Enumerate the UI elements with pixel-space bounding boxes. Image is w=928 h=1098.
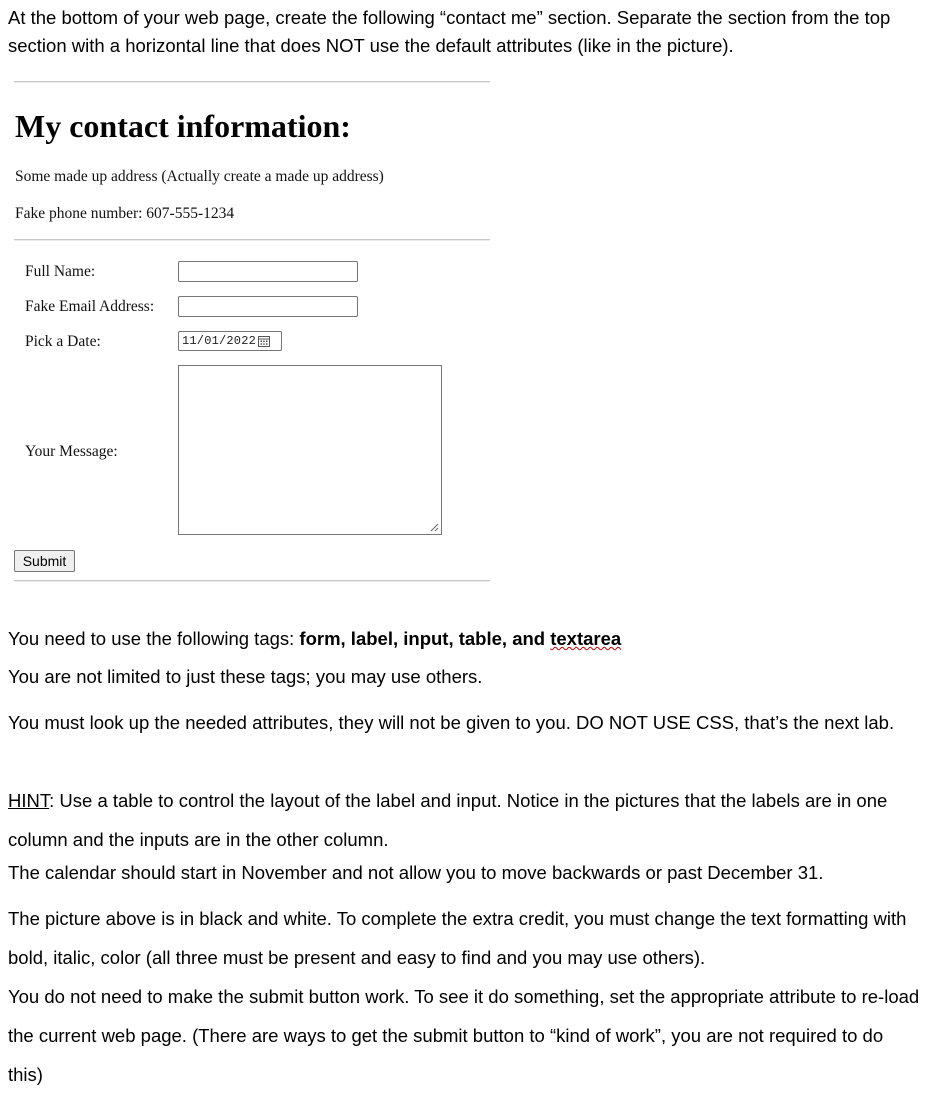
email-label: Fake Email Address: — [25, 298, 155, 315]
message-label: Your Message: — [25, 443, 118, 460]
required-tags-text — [8, 625, 923, 653]
email-input[interactable] — [178, 296, 358, 317]
full-name-input[interactable] — [178, 261, 358, 282]
full-name-label: Full Name: — [25, 263, 96, 280]
tags-list: form, label, input, table, and — [299, 628, 551, 649]
intro-instructions: At the bottom of your web page, create the following “contact me” section. Separate the section from the top section with a horizontal line that does NOT use the default attributes (like in the picture). — [8, 7, 891, 56]
horizontal-rule-form — [14, 239, 490, 241]
contact-heading: My contact information: — [15, 108, 351, 144]
hint-label: HINT — [8, 790, 50, 811]
address-text: Some made up address (Actually create a made up address) — [15, 168, 384, 185]
hint-text — [8, 781, 923, 859]
not-limited-text: You are not limited to just these tags; you may use others. — [8, 666, 483, 687]
horizontal-rule-bottom — [14, 580, 490, 582]
extra-credit-text: The picture above is in black and white. To complete the extra credit, you must change the text formatting with bold, italic, color (all three must be present and easy to find and you may use others). — [8, 908, 907, 968]
tags-prefix: You need to use the following tags: — [8, 628, 300, 649]
date-input[interactable] — [178, 331, 282, 351]
date-label: Pick a Date: — [25, 333, 101, 350]
resize-grip-icon[interactable] — [430, 523, 439, 532]
date-value: 11/01/2022 — [182, 334, 257, 348]
calendar-requirement-text: The calendar should start in November and not allow you to move backwards or past December 31. — [8, 862, 824, 883]
phone-text: Fake phone number: 607-555-1234 — [15, 205, 235, 222]
tags-textarea: textarea — [550, 628, 622, 649]
hint-body: : Use a table to control the layout of the label and input. Notice in the pictures that the labels are in one column and the inputs are in the other column. — [8, 790, 888, 850]
submit-note-text: You do not need to make the submit button work. To see it do something, set the appropriate attribute to re-load the current web page. (There are ways to get the submit button to “kind of work”, you are not required to do this) — [8, 986, 920, 1085]
calendar-icon[interactable] — [258, 335, 270, 347]
lookup-text: You must look up the needed attributes, they will not be given to you. DO NOT USE CSS, that’s the next lab. — [8, 712, 895, 733]
horizontal-rule-top — [14, 81, 490, 83]
message-textarea[interactable] — [178, 365, 442, 535]
submit-button[interactable]: Submit — [14, 550, 75, 572]
